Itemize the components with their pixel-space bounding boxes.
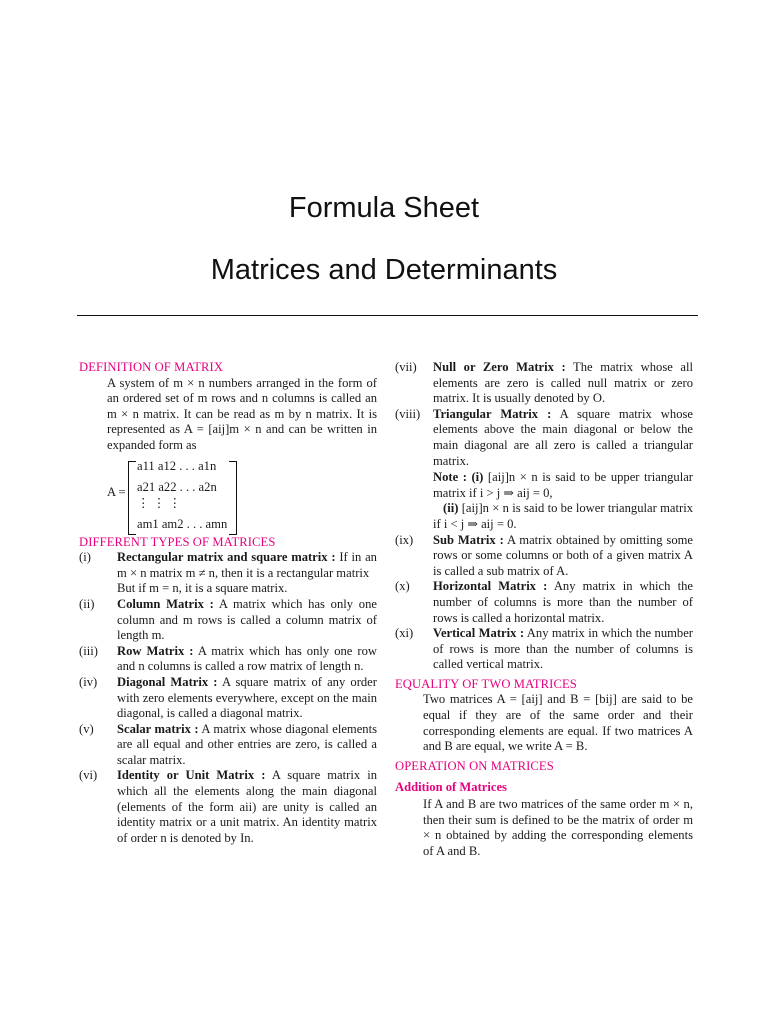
note-text: [aij]n × n is said to be upper triangular matrix if i > j ⇒ aij = 0, [433, 470, 693, 500]
list-item [395, 626, 693, 673]
expanded-matrix [79, 455, 377, 533]
item-title: Row Matrix : [117, 643, 194, 658]
item-text: Any matrix in which the number of columns is more than the number of rows is called a horizontal matrix. [433, 579, 693, 625]
item-number: (xi) [395, 626, 414, 641]
list-item [395, 579, 693, 626]
list-item [395, 360, 693, 407]
item-text: A matrix which has only one row and n columns is called a row matrix of length n. [117, 643, 377, 674]
list-item [79, 675, 377, 722]
item-number: (v) [79, 721, 94, 736]
list-item [79, 722, 377, 769]
list-item [395, 533, 693, 580]
item-number: (i) [79, 550, 91, 565]
item-number: (iii) [79, 643, 98, 658]
matrix-row: ⋮ ⋮ ⋮ [137, 495, 182, 510]
item-text: A square matrix in which all the elements along the main diagonal (elements of the form aii) are unity is called an identity matrix or a unit matrix. An identity matrix of order n is denoted by In. [117, 768, 377, 845]
left-column [79, 360, 377, 846]
note-block [395, 501, 693, 532]
item-number: (ix) [395, 532, 414, 547]
item-text: A matrix which has only one column and m rows is called a column matrix of length m. [117, 596, 377, 643]
item-text: A matrix whose diagonal elements are all equal and other entries are zero, is called a scalar matrix. [117, 721, 377, 767]
right-column [395, 360, 693, 859]
item-title: Column Matrix : [117, 596, 214, 611]
list-item [395, 407, 693, 469]
matrix-row: am1 am2 . . . amn [137, 516, 228, 531]
definition-heading: DEFINITION OF MATRIX [79, 360, 224, 374]
list-item [79, 644, 377, 675]
item-number: (vi) [79, 768, 98, 783]
item-title: Triangular Matrix : [433, 406, 552, 421]
item-number: (vii) [395, 360, 417, 374]
list-item-extra [79, 581, 377, 597]
types-heading: DIFFERENT TYPES OF MATRICES [79, 534, 276, 549]
title-divider [77, 315, 698, 316]
item-number: (iv) [79, 674, 98, 689]
item-text: If in an m × n matrix m ≠ n, then it is a rectangular matrix [117, 550, 377, 580]
item-text: A matrix obtained by omitting some rows or some columns or both of a given matrix A is called a sub matrix of A. [433, 532, 693, 578]
equality-heading: EQUALITY OF TWO MATRICES [395, 676, 577, 691]
item-number: (viii) [395, 406, 421, 421]
item-number: (x) [395, 579, 410, 594]
item-title: Scalar matrix : [117, 721, 199, 736]
list-item [79, 768, 377, 846]
item-title: Diagonal Matrix : [117, 674, 218, 689]
item-title: Sub Matrix : [433, 532, 504, 547]
item-number: (ii) [79, 596, 95, 611]
page-title: Formula Sheet [288, 192, 480, 224]
matrix-right-bracket [229, 461, 237, 535]
list-item [79, 550, 377, 581]
item-title: Null or Zero Matrix : [433, 360, 566, 374]
addition-heading: Addition of Matrices [395, 780, 507, 795]
matrix-row: a11 a12 . . . a1n [137, 458, 217, 473]
item-title: Vertical Matrix : [433, 626, 525, 641]
matrix-label: A = [107, 484, 126, 499]
operation-heading: OPERATION ON MATRICES [395, 758, 554, 773]
list-item [79, 597, 377, 644]
item-text: But if m = n, it is a square matrix. [117, 581, 288, 596]
addition-text: If A and B are two matrices of the same order m × n, then their sum is defined to be the matrix of order m × n obtained by adding the corresponding elements of A and B. [423, 797, 693, 858]
note-block [395, 470, 693, 501]
item-text: A square matrix whose elements above the main diagonal or below the main diagonal are all zero is called a triangular matrix. [433, 406, 693, 468]
matrix-left-bracket [128, 461, 136, 535]
page-subtitle: Matrices and Determinants [210, 254, 558, 286]
item-text: Any matrix in which the number of rows is more than the number of columns is called vertical matrix. [433, 626, 693, 672]
note-label: (ii) [443, 501, 459, 516]
note-label: Note : (i) [433, 470, 484, 485]
item-text: A square matrix of any order with zero elements everywhere, except on the main diagonal, is called a diagonal matrix. [117, 674, 377, 721]
note-text: [aij]n × n is said to be lower triangular matrix if i < j ⇒ aij = 0. [433, 501, 693, 531]
definition-text: A system of m × n numbers arranged in the form of an ordered set of m rows and n columns is called an m × n matrix. It can be read as m by n matrix. It is represented as A = [aij]m × n and can be written in expanded form as [107, 375, 377, 452]
item-text: The matrix whose all elements are zero is called null matrix or zero matrix. It is usually denoted by O. [433, 360, 694, 406]
item-title: Horizontal Matrix : [433, 579, 548, 594]
item-title: Identity or Unit Matrix : [117, 768, 266, 783]
equality-text: Two matrices A = [aij] and B = [bij] are said to be equal if they are of the same order and their corresponding elements are equal. If two matrices A and B are equal, we write A = B. [423, 692, 693, 754]
matrix-row: a21 a22 . . . a2n [137, 479, 217, 494]
item-title: Rectangular matrix and square matrix : [117, 550, 336, 565]
